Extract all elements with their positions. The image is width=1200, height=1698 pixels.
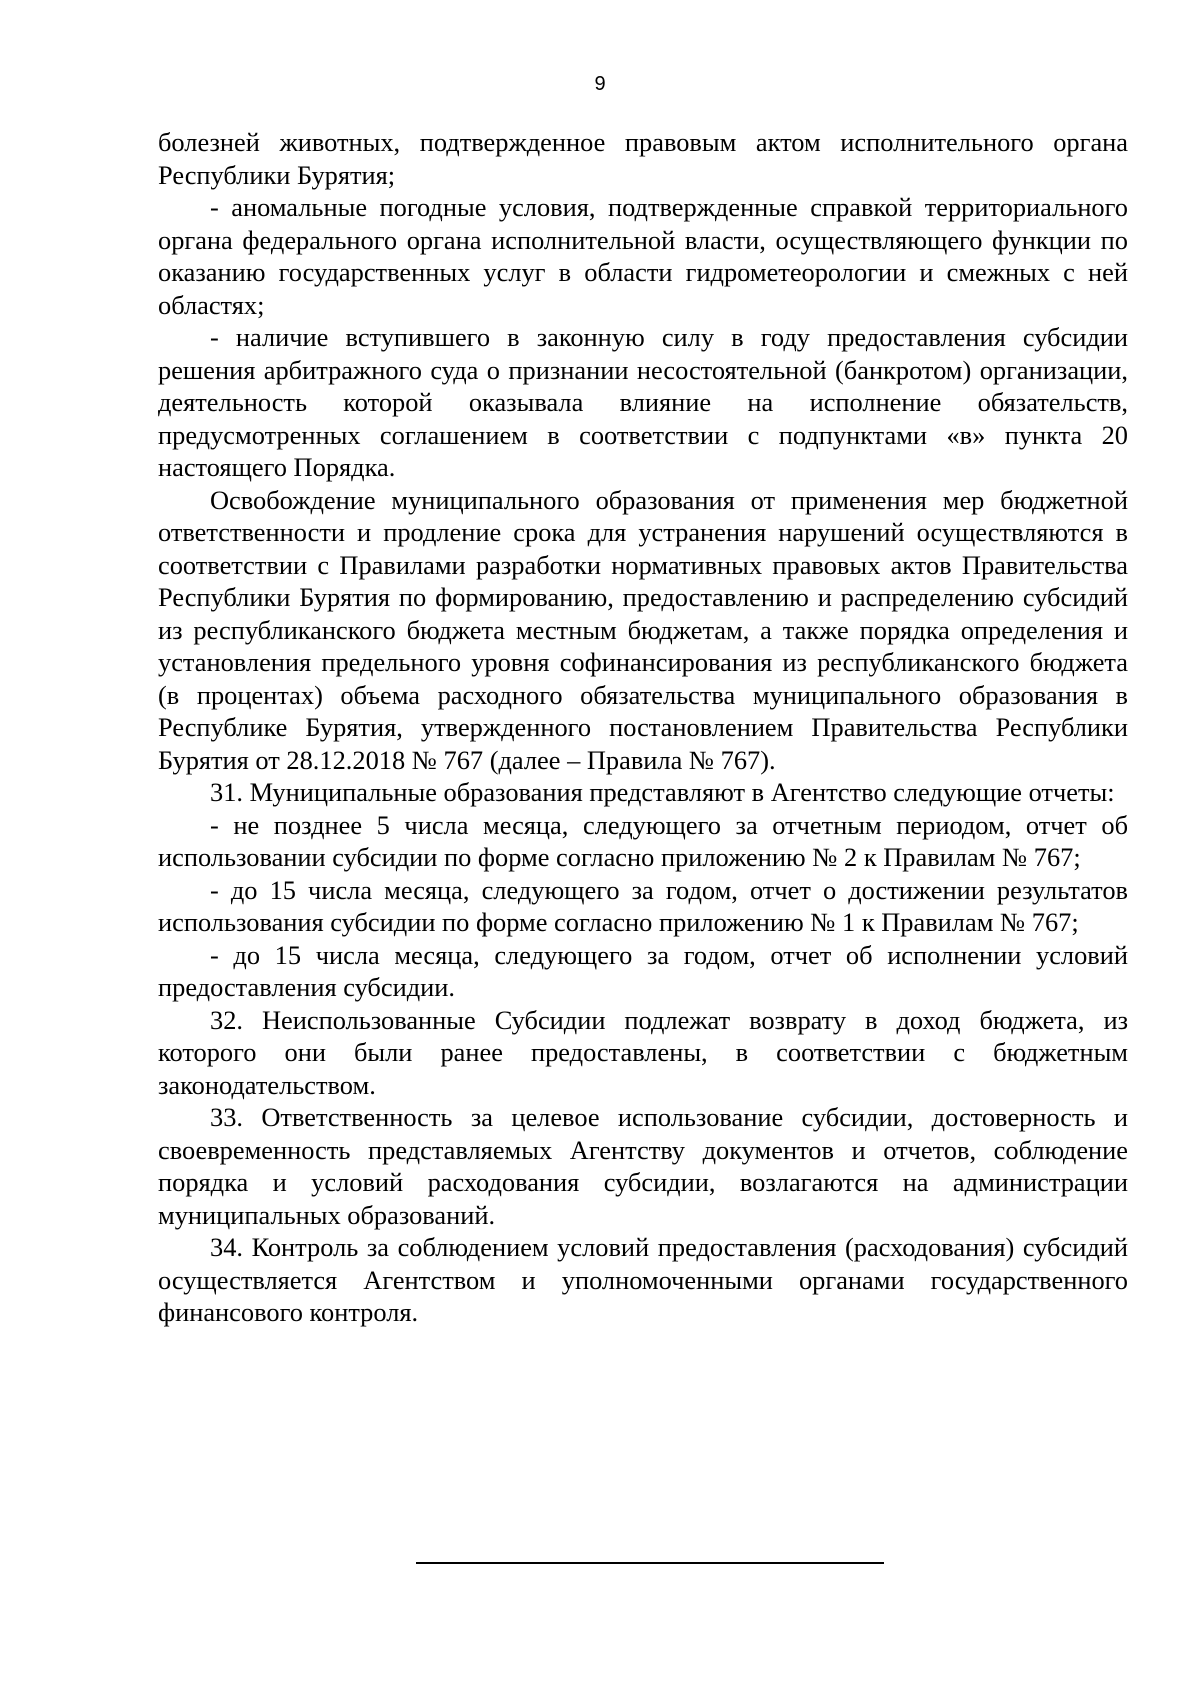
- paragraph-item-32: 32. Неиспользованные Субсидии подлежат возврату в доход бюджета, из которого они были ранее предоставлены, в соответствии с бюджетным законодательством.: [158, 1004, 1128, 1100]
- paragraph-exemption: Освобождение муниципального образования от применения мер бюджетной ответственности и продление срока для устранения нарушений осуществляются в соответствии с Правилами разработки нормативных правовых актов Правительства Республики Бурятия по формированию, предоставлению и распределению субсидий из республиканского бюджета местным бюджетам, а также порядка определения и установления предельного уровня софинансирования из республиканского бюджета (в процентах) объема расходного обязательства муниципального образования в Республике Бурятия, утвержденного постановлением Правительства Республики Бурятия от 28.12.2018 № 767 (далее – Правила № 767).: [158, 484, 1128, 775]
- paragraph-report-conditions: - до 15 числа месяца, следующего за годом, отчет об исполнении условий предоставления субсидии.: [158, 939, 1128, 1002]
- paragraph-report-usage: - не позднее 5 числа месяца, следующего за отчетным периодом, отчет об использовании субсидии по форме согласно приложению № 2 к Правилам № 767;: [158, 809, 1128, 872]
- paragraph-item-31: 31. Муниципальные образования представляют в Агентство следующие отчеты:: [210, 777, 1115, 807]
- paragraph-item-34: 34. Контроль за соблюдением условий предоставления (расходования) субсидий осуществляется Агентством и уполномоченными органами государственного финансового контроля.: [158, 1232, 1128, 1327]
- paragraph-item-33: 33. Ответственность за целевое использование субсидии, достоверность и своевременность представляемых Агентству документов и отчетов, соблюдение порядка и условий расходования субсидии, возлагаются на администрации муниципальных образований.: [158, 1102, 1128, 1230]
- document-body: [158, 126, 1128, 1329]
- page-number: 9: [594, 73, 606, 95]
- paragraph-report-results: - до 15 числа месяца, следующего за годом, отчет о достижении результатов использования субсидии по форме согласно приложению № 1 к Правилам № 767;: [158, 874, 1128, 937]
- paragraph-anomalous-weather: - аномальные погодные условия, подтвержденные справкой территориального органа федерального органа исполнительной власти, осуществляющего функции по оказанию государственных услуг в области гидрометеорологии и смежных с ней областях;: [158, 192, 1128, 320]
- closing-divider-line: [416, 1562, 884, 1564]
- paragraph-arbitration-court: - наличие вступившего в законную силу в году предоставления субсидии решения арбитражного суда о признании несостоятельной (банкротом) организации, деятельность которой оказывала влияние на исполнение обязательств, предусмотренных соглашением в соответствии с подпунктами «в» пункта 20 настоящего Порядка.: [158, 322, 1128, 482]
- paragraph-continuation: болезней животных, подтвержденное правовым актом исполнительного органа Республики Бурятия;: [158, 127, 1128, 190]
